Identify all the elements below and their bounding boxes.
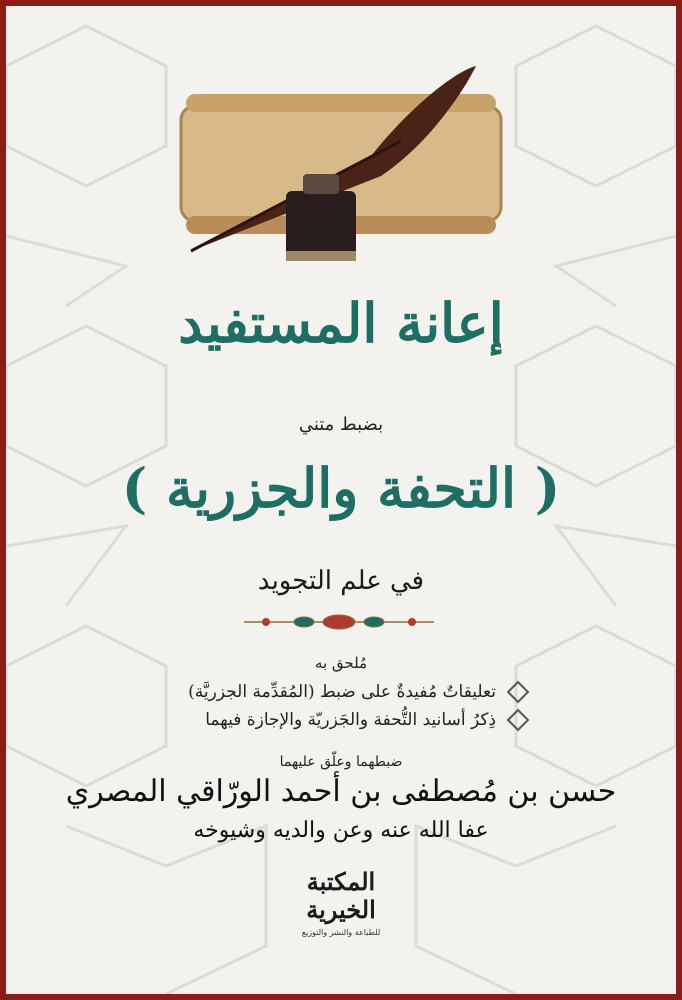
texts-title: ( التحفة والجزرية ) — [121, 456, 561, 520]
bullet-diamond-icon — [507, 709, 530, 732]
subtitle-precision: بضبط متني — [298, 414, 384, 435]
appendix-list — [66, 678, 526, 734]
book-cover — [6, 6, 676, 994]
publisher-logo — [276, 868, 406, 958]
publisher-name: المكتبة الخيرية — [306, 867, 376, 924]
author-prayer: عفا الله عنه وعن والديه وشيوخه — [193, 818, 489, 843]
appendix-item — [66, 678, 526, 706]
publisher-tagline: للطباعة والنشر والتوزيع — [301, 928, 381, 937]
appendix-label: مُلحق به — [314, 654, 368, 672]
ornament-divider-icon — [244, 612, 434, 632]
appendix-item-text: تعليقاتٌ مُفيدةٌ على ضبط (المُقدِّمة الجزريَّة) — [188, 682, 496, 702]
appendix-item — [66, 706, 526, 734]
main-title: إعانة المستفيد — [178, 291, 504, 355]
editor-label: ضبطهما وعلّق عليهما — [279, 754, 403, 770]
bullet-diamond-icon — [507, 681, 530, 704]
subject-line: في علم التجويد — [257, 566, 425, 596]
author-name: حسن بن مُصطفى بن أحمد الورّاقي المصري — [65, 774, 617, 809]
quill-inkwell-illustration — [171, 46, 511, 276]
appendix-item-text: ذِكرُ أسانيد التُّحفة والجَزريّة والإجازة فيهما — [205, 710, 496, 730]
